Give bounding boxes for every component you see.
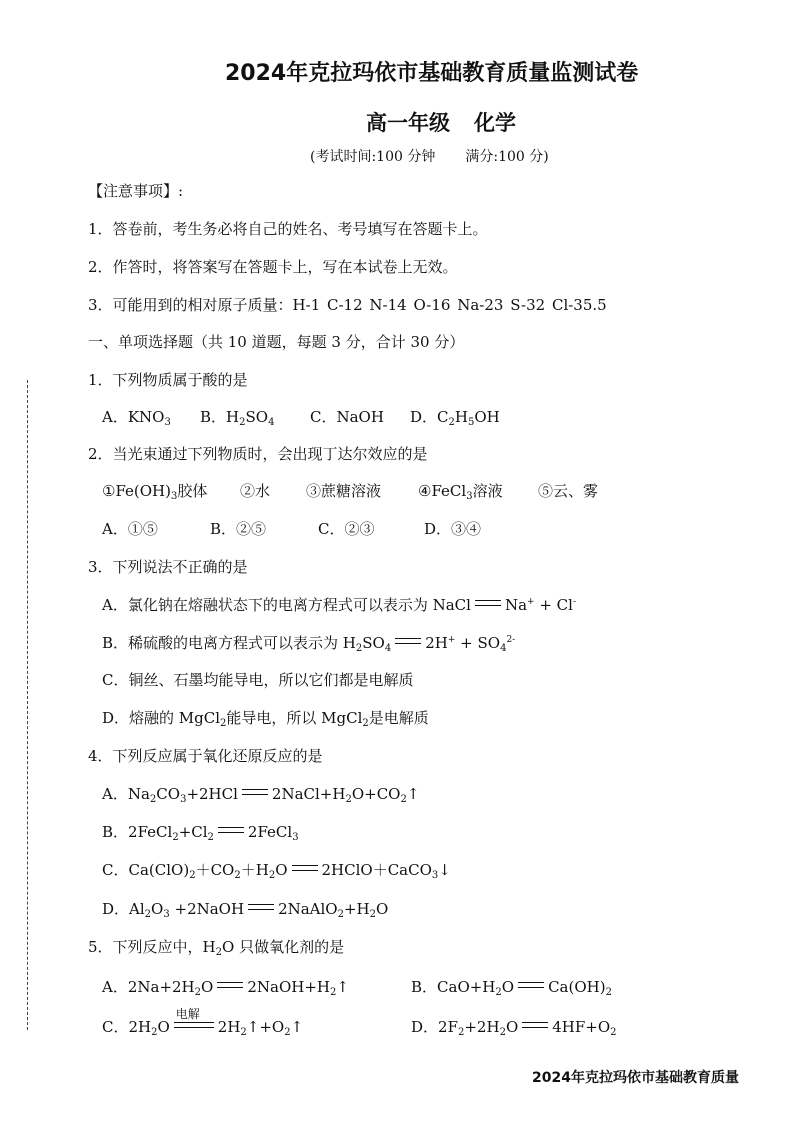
section-heading: 一、单项选择题（共 10 道题，每题 3 分，合计 30 分）: [88, 333, 465, 351]
notice-item-1: 1．答卷前，考生务必将自己的姓名、考号填写在答题卡上。: [88, 220, 488, 238]
exam-title: 2024年克拉玛依市基础教育质量监测试卷: [225, 61, 639, 86]
equals-sign: [522, 1022, 548, 1028]
question-3-stem: 3．下列说法不正确的是: [88, 558, 248, 576]
q2-substance-3: ③蔗糖溶液: [306, 482, 382, 500]
question-4-stem: 4．下列反应属于氧化还原反应的是: [88, 747, 323, 765]
q4-option-c: C．$Ca(ClO)_2+CO_2+H_2O$ 2HClO＋CaCO$_3$↓: [102, 861, 451, 881]
q2-substance-5: ⑤云、雾: [538, 482, 599, 500]
q1-option-c: C．NaOH: [310, 408, 384, 426]
subject-label: 化学: [474, 111, 516, 135]
question-2-stem: 2．当光束通过下列物质时，会出现丁达尔效应的是: [88, 445, 428, 463]
question-2-options: [102, 518, 481, 539]
question-1-stem: 1．下列物质属于酸的是: [88, 371, 248, 389]
q2-substance-4: ④FeCl$_3$溶液: [418, 482, 503, 502]
q2-option-c: C．②③: [318, 520, 375, 538]
q2-option-b: B．②⑤: [210, 520, 267, 538]
equals-sign: [248, 904, 274, 910]
exam-score: 满分:100 分): [465, 149, 549, 165]
equals-sign: [475, 600, 501, 606]
equals-sign: [518, 982, 544, 988]
q5-option-c: C．$2H_2O$ 电解 $2H_2↑+O_2↑$: [102, 1007, 304, 1038]
q3-option-a: A．氯化钠在熔融状态下的电离方程式可以表示为 NaCl Na+ + Cl-: [102, 596, 577, 614]
equals-sign: [242, 789, 268, 795]
exam-meta: [310, 146, 549, 166]
q3-option-b: B．稀硫酸的电离方程式可以表示为 $H_2SO_4$ $2H^+ + SO_4^{2-}$: [102, 634, 516, 654]
binding-line: [27, 380, 29, 1030]
electrolysis-label: 电解: [175, 1007, 200, 1021]
q5-option-a: A．$2Na+2H_2O$ $2NaOH+H_2↑$: [102, 978, 349, 998]
exam-time: (考试时间:100 分钟: [310, 149, 436, 165]
equals-sign: [217, 982, 243, 988]
page-footer: 2024年克拉玛依市基础教育质量: [532, 1070, 739, 1086]
equals-sign: [292, 865, 318, 871]
q4-option-a: A．$Na_2CO_3+2HCl$ $2NaCl+H_2O+CO_2↑$: [102, 785, 420, 805]
q5-option-b: B．$CaO+H_2O$ $Ca(OH)_2$: [411, 978, 612, 998]
q1-option-a: A．$KNO_3$: [102, 408, 171, 428]
q3-option-d: D．熔融的 MgCl$_2$能导电，所以 MgCl$_2$是电解质: [102, 709, 429, 729]
equals-sign: [218, 827, 244, 833]
q2-option-a: A．①⑤: [102, 520, 158, 538]
exam-subtitle: [366, 107, 516, 137]
question-5-stem: 5．下列反应中，$H_2O$ 只做氧化剂的是: [88, 938, 345, 958]
grade-label: 高一年级: [366, 111, 450, 135]
q2-substance-2: ②水: [240, 482, 271, 500]
q2-option-d: D．③④: [424, 520, 482, 538]
q5-option-d: D．$2F_2+2H_2O$ $4HF+O_2$: [411, 1018, 617, 1038]
q2-substance-1: $①Fe(OH)_3$胶体: [102, 482, 208, 502]
question-2-substances: [102, 480, 598, 501]
electrolysis-arrow: [174, 1007, 214, 1028]
question-1-options: [102, 406, 500, 427]
q3-option-c: C．铜丝、石墨均能导电，所以它们都是电解质: [102, 671, 414, 689]
q1-option-b: B．$H_2SO_4$: [200, 408, 275, 428]
equals-sign: [395, 638, 421, 644]
notice-item-3: 3．可能用到的相对原子质量：H-1 C-12 N-14 O-16 Na-23 S-32 Cl-35.5: [88, 296, 607, 314]
notice-item-2: 2．作答时，将答案写在答题卡上，写在本试卷上无效。: [88, 258, 458, 276]
notice-heading: 【注意事项】:: [88, 182, 184, 200]
q4-option-b: B．$2FeCl_2+Cl_2$ 2FeCl$_3$: [102, 823, 299, 843]
q4-option-d: D．$Al_2O_3$ +2NaOH $2NaAlO_2+H_2O$: [102, 900, 389, 920]
q1-option-d: D．$C_2H_5OH$: [410, 408, 500, 428]
